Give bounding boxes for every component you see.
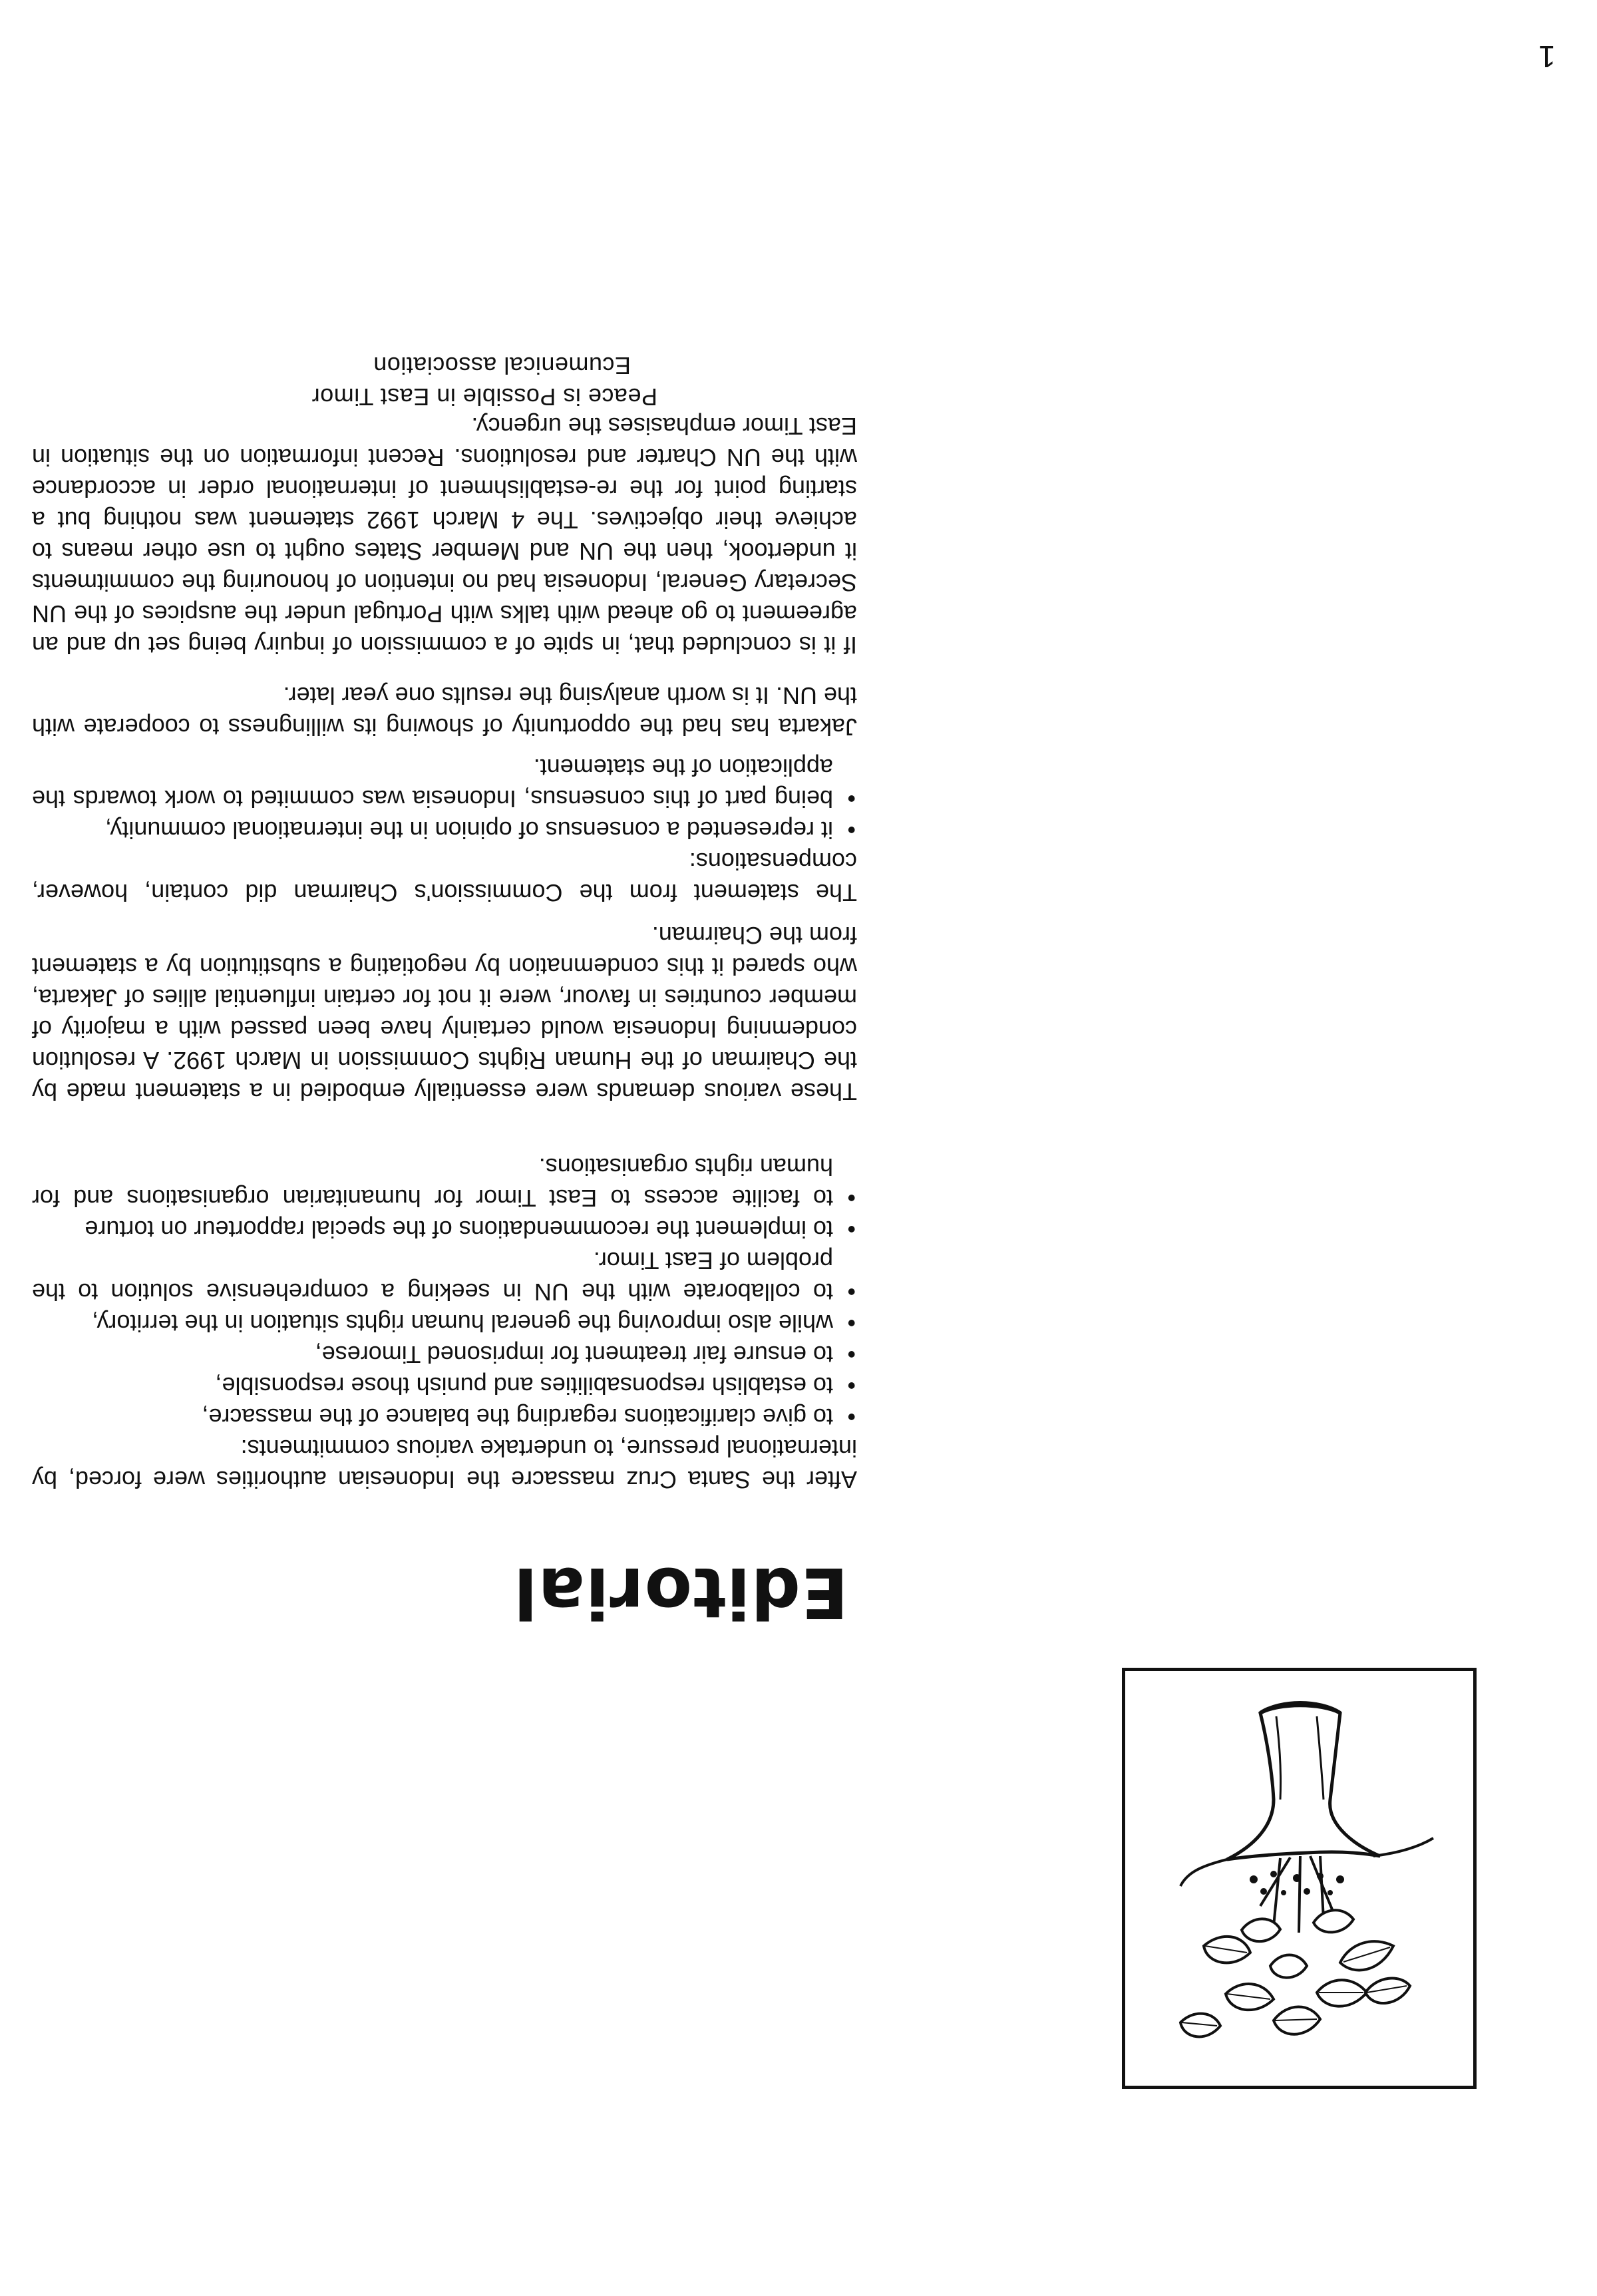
vase-shape <box>1227 1706 1380 1859</box>
list-item: • to implement the recommendations of the special rapporteur on torture <box>32 1214 857 1245</box>
page-title: Editorial <box>512 1552 848 1633</box>
conclusion-section <box>32 411 857 661</box>
list-item: • it represented a consensus of opinion in the international community, <box>32 815 857 846</box>
compensation-paragraph: The statement from the Commission's Chairman did contain, however, compensations: <box>32 848 857 906</box>
list-item: • to collaborate with the UN in seeking a comprehensive solution to the problem of East Timor. <box>32 1245 857 1308</box>
jakarta-section <box>32 680 857 743</box>
conclusion-paragraph: If it is concluded that, in spite of a commission of inquiry being set up and an agreement to go ahead with talks with Portugal under the auspices of the UN Secretary General, Indonesia had no intention of honouring the commitments it undertook, then the UN and Member States ought to use other means to achieve their objectives. The 4 March 1992 statement was nothing but a starting point for the re-establishment of international order in accordance with the UN Charter and resolutions. Recent information on the situation in East Timor emphasises the urgency. <box>32 413 857 659</box>
page-number: 1 <box>1538 39 1556 74</box>
signature-section <box>32 350 857 413</box>
statement-section <box>32 920 857 1107</box>
list-item: • to facilite access to East Timor for humanitarian organisations and for human rights organisations. <box>32 1151 857 1214</box>
commitments-list <box>32 1151 857 1433</box>
leaf-1 <box>1340 1941 1393 1970</box>
compensation-list <box>32 752 857 846</box>
leaf-9 <box>1242 1919 1280 1941</box>
signature-organisation-title: Peace is Possible in East Timor <box>311 383 657 411</box>
leaf-10 <box>1270 1955 1307 1978</box>
list-item: • to ensure fair treatment for imprisoned Timorese, <box>32 1339 857 1370</box>
flower-vase-icon <box>1125 1671 1473 2086</box>
signature-association: Ecumenical association <box>373 352 631 379</box>
list-item: • to give clarifications regarding the balance of the massacre, <box>32 1402 857 1433</box>
statement-paragraph: These various demands were essentially embodied in a statement made by the Chairman of the Human Rights Commission in March 1992. A resolution condemning Indonesia would certainly have been passed with a majority of member countries in favour, were it not for certain influential allies of Jakarta, who spared it this condemnation by negotiating a substitution by a statement from the Chairman. <box>32 922 857 1105</box>
compensation-section <box>32 752 857 908</box>
list-item: • while also improving the general human rights situation in the territory, <box>32 1308 857 1339</box>
jakarta-paragraph: Jakarta has had the opportunity of showing its willingness to cooperate with the UN. It is worth analysing the results one year later. <box>32 682 857 741</box>
leaf-8 <box>1314 1910 1353 1932</box>
flower-vase-illustration <box>1122 1668 1477 2089</box>
leaf-6 <box>1365 1979 1410 2004</box>
list-item: • being part of this consensus, Indonesia was commited to work towards the application of the statement. <box>32 752 857 815</box>
list-item: • to establish responsabilities and punish those responsible, <box>32 1370 857 1402</box>
intro-section <box>32 1151 857 1495</box>
intro-paragraph: After the Santa Cruz massacre the Indonesian authorities were forced, by international pressure, to undertake various commitments: <box>32 1435 857 1493</box>
